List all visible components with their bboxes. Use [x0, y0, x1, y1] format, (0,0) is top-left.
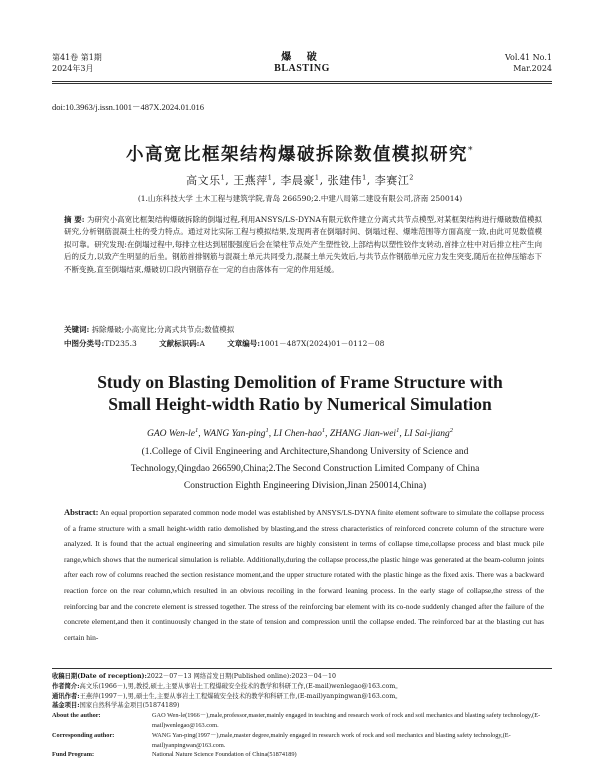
- author-cn-sup: 1: [220, 173, 226, 182]
- abstract-cn-text: 为研究小高宽比框架结构爆破拆除的倒塌过程,利用ANSYS/LS-DYNA有限元软件建立分离式共节点模型,对某框架结构进行爆破数值模拟研究,分析钢筋混凝土柱的受力特点。通过对比实际工程与模拟结果,发现两者在倒塌时间、倒塌过程、爆堆范围等方面高度一致,由此可见数值模拟可靠。研究发现:在倒塌过程中,每排立柱达到屈服强度后会在梁柱节点处产生塑性铰,上部结构以塑性铰作支转动,首排立柱中对后排立柱产生向后的反力,以致产生明显的后坐。钢筋首排钢筋与混凝土单元共同受力,混凝土单元失效后,与共节点作钢筋单元应力发生突变,随后在拉伸压缩态下不断变换,直至倒塌结束,爆破切口段内钢筋存在一定的自由落体有一定的作用延缓。: [64, 215, 543, 274]
- volume-issue-en: Vol.41 No.1: [505, 53, 552, 62]
- footnote-label: 作者简介:: [52, 682, 80, 690]
- date-cn: 2024年3月: [52, 64, 94, 73]
- author-en: LI Chen-hao: [273, 429, 322, 440]
- author-en-sup: 1: [194, 427, 199, 434]
- author-en: ZHANG Jian-wei: [329, 429, 397, 440]
- journal-name-cn: 爆 破: [281, 52, 323, 63]
- abstract-en: [64, 505, 544, 645]
- abstract-cn-label: 摘 要:: [64, 215, 85, 224]
- footnote-row: [52, 682, 552, 692]
- footnote-label-en: Corresponding author:: [52, 731, 115, 739]
- footnote-label: 基金项目:: [52, 702, 80, 710]
- keywords-cn: [64, 324, 542, 335]
- affiliation-cn: (1.山东科技大学 土木工程与建筑学院,青岛 266590;2.中建八局第二建设有限公司,济南 250014): [137, 194, 463, 203]
- classification-line: [64, 338, 542, 349]
- abstract-en-text: An equal proportion separated common node model was established by ANSYS/LS-DYNA finite element software to simulate the collapse process of a frame structure with a small height-width ratio demolished by blasting,and the stress characteristics of reinforced concrete column of the structure were analyzed. It is found that the actual engineering and simulation results are highly consistent in terms of collapse time,collapse process and blast muck pile range,which shows that the numerical simulation is reliable. Additionally,during the collapse process,the plastic hinge was generated at the beam-column joints after each row of columns reached the section resistance moment,and the upper structure rotated with the plastic hinge as the fixed axis. There was a backward reaction force on the rear column,which resulted in an obvious recoiling in the forward leaning process. In the early stage of collapse,the stress of the reinforcing bar and the concrete element is stressed together. The stress of the reinforcing bar element with its co-node suddenly changed after the failure of the concrete element,and then it continuously changed in the state of tension and compression until the collapse ended. The reinforced bar at the blasting cut has certain hin-: [64, 508, 544, 642]
- author-en: WANG Yan-ping: [202, 429, 266, 440]
- footnote-text: 高文乐(1966－),男,教授,硕士,主要从事岩土工程爆破安全技术的教学和科研工作,(E-mail)wenlegao@163.com。: [79, 682, 402, 690]
- footnote-text-en: WANG Yan-ping(1997－),male,master degree,mainly engaged in research work of rock and soil mechanics and blasting safety technology,(E-mail)yanpingwan@163.com.: [152, 731, 511, 749]
- footnote-text-en: National Nature Science Foundation of China(51874189): [152, 751, 297, 759]
- title-en-line1: Study on Blasting Demolition of Frame Structure with: [97, 372, 503, 392]
- date-en: Mar.2024: [513, 64, 552, 73]
- footnote-row: [52, 701, 552, 711]
- author-en: GAO Wen-le: [147, 429, 195, 440]
- footnote-row-en: [52, 750, 552, 760]
- author-cn-sup: 1: [314, 173, 320, 182]
- doc-code-label: 文献标识码:: [159, 339, 200, 348]
- article-no-value: 1001－487X(2024)01－0112－08: [260, 339, 385, 348]
- article-no-label: 文章编号:: [227, 339, 261, 348]
- author-cn: 李晨豪: [280, 174, 315, 187]
- footnote-text: 国家自然科学基金项目(51874189): [79, 702, 180, 710]
- footnote-label-en: Fund Program:: [52, 751, 95, 759]
- journal-header: [52, 52, 552, 80]
- clc-label: 中图分类号:: [64, 339, 105, 348]
- journal-name-en: BLASTING: [274, 63, 330, 74]
- footnote-row: [52, 692, 552, 702]
- issue-info-en: [505, 52, 552, 74]
- title-cn-mark: *: [468, 146, 474, 157]
- author-en-sup: 1: [265, 427, 269, 434]
- keywords-text: 拆除爆破;小高宽比;分离式共节点;数值模拟: [91, 325, 235, 334]
- title-cn-text: 小高宽比框架结构爆破拆除数值模拟研究: [126, 145, 468, 165]
- title-en-line2: Small Height-width Ratio by Numerical Simulation: [108, 394, 492, 414]
- keywords-label: 关键词:: [64, 325, 90, 334]
- author-en-sup: 1: [321, 427, 326, 434]
- footnote-label: 收稿日期(Date of reception):: [52, 673, 147, 680]
- author-cn: 王燕萍: [233, 174, 268, 187]
- title-cn: [0, 141, 600, 166]
- author-cn: 李赛江: [374, 174, 410, 187]
- author-cn-sup: 1: [267, 173, 273, 182]
- clc: [64, 339, 137, 348]
- author-cn-sup: 1: [362, 173, 367, 182]
- footnote-label: 通讯作者:: [52, 692, 80, 700]
- footnote-row: [52, 672, 552, 682]
- author-cn: 高文乐: [186, 174, 221, 187]
- clc-value: TD235.3: [104, 339, 137, 348]
- author-cn: 张建伟: [327, 174, 363, 187]
- affiliation-en: (1.College of Civil Engineering and Architecture,Shandong University of Science and Technology,Qingdao 266590,China;2.The Second Construction Limited Company of China Construction Eighth Engineering Division,Jinan 250014,China): [130, 447, 480, 491]
- header-rule-bottom: [52, 83, 552, 84]
- footnote-text: 2022－07－13 网络首发日期(Published online):2023－04－10: [146, 673, 337, 680]
- authors-cn: 高文乐$^1$, 王燕萍$^1$, 李晨豪$^1$, 张建伟$^1$, 李赛江$^2$: [186, 173, 414, 187]
- abstract-en-label: Abstract:: [64, 507, 99, 517]
- author-cn-sup: 2: [409, 173, 414, 182]
- footnote-label-en: About the author:: [52, 712, 101, 720]
- doi: doi:10.3963/j.issn.1001－487X.2024.01.016: [52, 102, 205, 112]
- author-en-sup: 1: [396, 427, 400, 434]
- doc-code-value: A: [199, 339, 205, 348]
- footnotes: [52, 672, 552, 760]
- title-en: [0, 371, 600, 415]
- doc-code: [159, 339, 205, 348]
- footnote-rule: [52, 668, 552, 669]
- footnote-row-en: [52, 731, 552, 751]
- footnote-row-en: [52, 711, 552, 731]
- article-no: [227, 339, 384, 348]
- volume-issue-cn: 第41卷 第1期: [52, 53, 102, 62]
- abstract-cn: [64, 214, 542, 276]
- author-en-sup: 2: [449, 427, 453, 434]
- journal-name: [52, 52, 552, 74]
- header-rule-top: [52, 81, 552, 82]
- authors-en: GAO Wen-$le^1$, WANG Yan-ping$^1$, LI Chen-hao$^1$, ZHANG Jian-wei$^1$, LI Sai-jiang$^2$: [147, 427, 453, 440]
- footnote-text-en: GAO Wen-le(1966－),male,professor,master,mainly engaged in teaching and research work of rock and soil mechanics and blasting safety technology,(E-mail)wenlegao@163.com.: [152, 712, 541, 729]
- author-en: LI Sai-jiang: [404, 429, 450, 440]
- footnote-text: 王燕萍(1997－),男,硕士生,主要从事岩土工程爆破安全技术的教学和科研工作,(E-mail)yanpingwan@163.com。: [79, 692, 402, 700]
